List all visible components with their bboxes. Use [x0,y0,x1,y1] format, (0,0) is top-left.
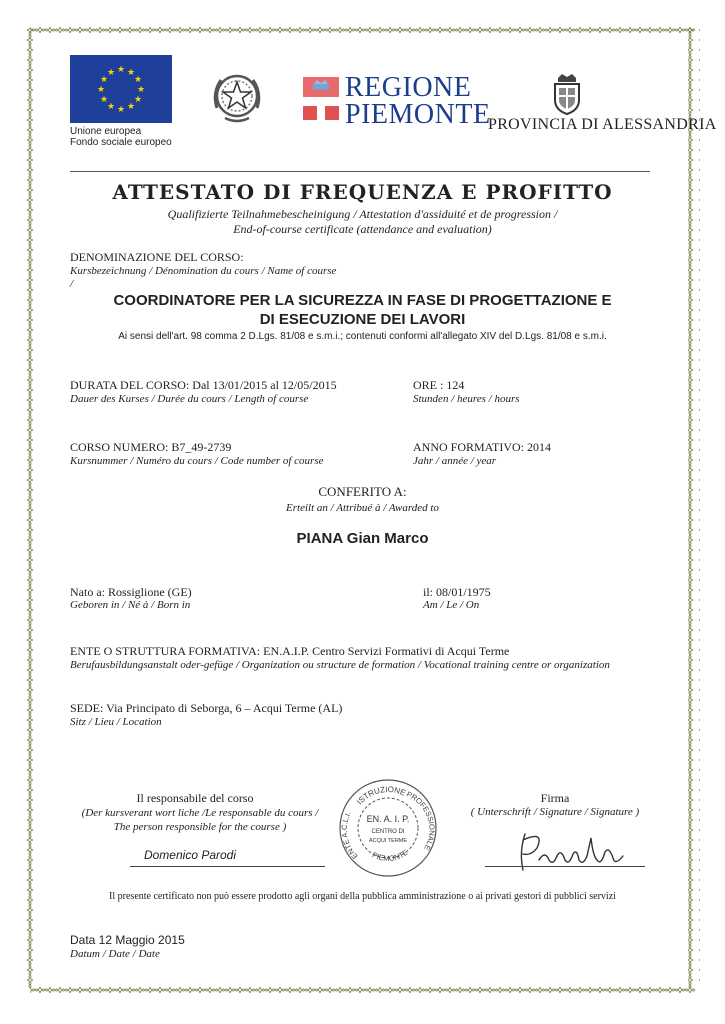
stamp-center-line3: ACQUI TERME [368,838,408,844]
birthplace-translation: Geboren in / Né à / Born in [70,599,191,611]
manager-translation-line2: The person responsible for the course ) [113,821,287,833]
awarded-translation: Erteilt an / Attribué à / Awarded to [286,502,439,514]
certificate-disclaimer: Il presente certificato non può essere prodotto agli organi della pubblica amministrazione o ai privati gestori di pubblici servizi [109,891,616,902]
manager-translation [60,806,340,834]
manager-title: Il responsabile del corso [136,791,254,805]
stamp-right-text: PROFESSIONALE [405,789,437,853]
course-name-line1: COORDINATORE PER LA SICUREZZA IN FASE DI PROGETTAZIONE E [113,292,612,309]
birthdate-translation: Am / Le / On [423,599,480,611]
duration-translation: Dauer des Kurses / Durée du cours / Length of course [70,393,309,405]
signature-title: Firma [540,791,570,805]
training-year-translation: Jahr / année / year [413,455,497,467]
svg-text:★: ★ [116,105,126,115]
recipient-name: PIANA Gian Marco [296,530,429,547]
training-entity-label: ENTE O STRUTTURA FORMATIVA: EN.A.I.P. Centro Servizi Formativi di Acqui Terme [70,644,510,658]
svg-text:★: ★ [116,65,126,75]
region-name-line2: PIEMONTE [345,99,491,130]
denomination-label: DENOMINAZIONE DEL CORSO: [70,250,244,264]
hours-translation: Stunden / heures / hours [413,393,520,405]
regione-piemonte-logo [303,72,491,131]
manager-translation-line1: (Der kursverant wort liche /Le responsable du cours / [81,807,319,819]
denomination-slash: / [70,278,74,290]
eu-stars-icon [70,55,172,123]
svg-text:★: ★ [126,68,136,78]
stamp-top-text: ISTRUZIONE [354,784,408,807]
manager-signature-line [130,866,325,867]
certificate-title: ATTESTATO DI FREQUENZA E PROFITTO [112,180,613,204]
site-label: SEDE: Via Principato di Seborga, 6 – Acqui Terme (AL) [70,701,343,715]
title-divider [70,171,650,172]
subtitle-line1: Qualifizierte Teilnahmebescheinigung / Attestation d'assiduité et de progression / [167,207,558,221]
signature-line [485,866,645,867]
svg-text:★: ★ [133,95,143,105]
training-entity-translation: Berufausbildungsanstalt oder-gefüge / Organization ou structure de formation / Vocational training centre or organization [70,659,610,671]
region-name-line1: REGIONE [345,72,472,103]
course-number-label: CORSO NUMERO: B7_49-2739 [70,440,232,454]
issue-date-label: Data 12 Maggio 2015 [70,933,185,947]
duration-label: DURATA DEL CORSO: Dal 13/01/2015 al 12/05/2015 [70,378,337,392]
italian-republic-emblem-icon [207,68,267,128]
eu-caption-line1: Unione europea [70,126,142,137]
issue-date-translation: Datum / Date / Date [70,948,160,960]
training-year-label: ANNO FORMATIVO: 2014 [413,440,552,454]
stamp-bottom-text: PIEMONTE [370,847,410,863]
eu-caption [70,126,172,148]
province-name: PROVINCIA DI ALESSANDRIA [488,116,717,133]
manager-name: Domenico Parodi [143,848,237,862]
birthplace-label: Nato a: Rossiglione (GE) [70,585,192,599]
svg-text:★: ★ [106,68,116,78]
course-number-translation: Kursnummer / Numéro du cours / Code number of course [70,455,324,467]
svg-text:★: ★ [99,95,109,105]
course-name-line2: DI ESECUZIONE DEI LAVORI [259,311,466,328]
stamp-left-text: ENTE A.C.L.I. [339,809,360,861]
course-name [60,291,665,329]
stamp-center-line1: EN. A. I. P. [366,814,410,824]
stamp-center-line2: CENTRO DI [371,829,405,835]
svg-text:★: ★ [133,75,143,85]
awarded-label: CONFERITO A: [318,484,407,499]
svg-text:★: ★ [106,102,116,112]
subtitle-line2: End-of-course certificate (attendance and evaluation) [233,222,492,236]
hours-label: ORE : 124 [413,378,465,392]
site-translation: Sitz / Lieu / Location [70,716,162,728]
svg-text:★: ★ [126,102,136,112]
birthdate-label: il: 08/01/1975 [423,585,491,599]
svg-text:★: ★ [96,85,106,95]
signature-translation: ( Unterschrift / Signature / Signature ) [470,806,640,818]
institution-stamp [336,776,440,880]
province-crest-icon [550,72,584,116]
svg-text:★: ★ [99,75,109,85]
denomination-translation: Kursbezeichnung / Dénomination du cours / Name of course [70,265,337,277]
eu-caption-line2: Fondo sociale europeo [70,137,172,148]
svg-text:★: ★ [136,85,146,95]
certificate-subtitle [0,207,725,237]
eu-flag-logo [70,55,172,123]
course-legal-note: Ai sensi dell'art. 98 comma 2 D.Lgs. 81/08 e s.m.i.; contenuti conformi all'allegato XIV del D.Lgs. 81/08 e s.m.i. [118,331,607,342]
region-crown-icon [311,77,331,97]
